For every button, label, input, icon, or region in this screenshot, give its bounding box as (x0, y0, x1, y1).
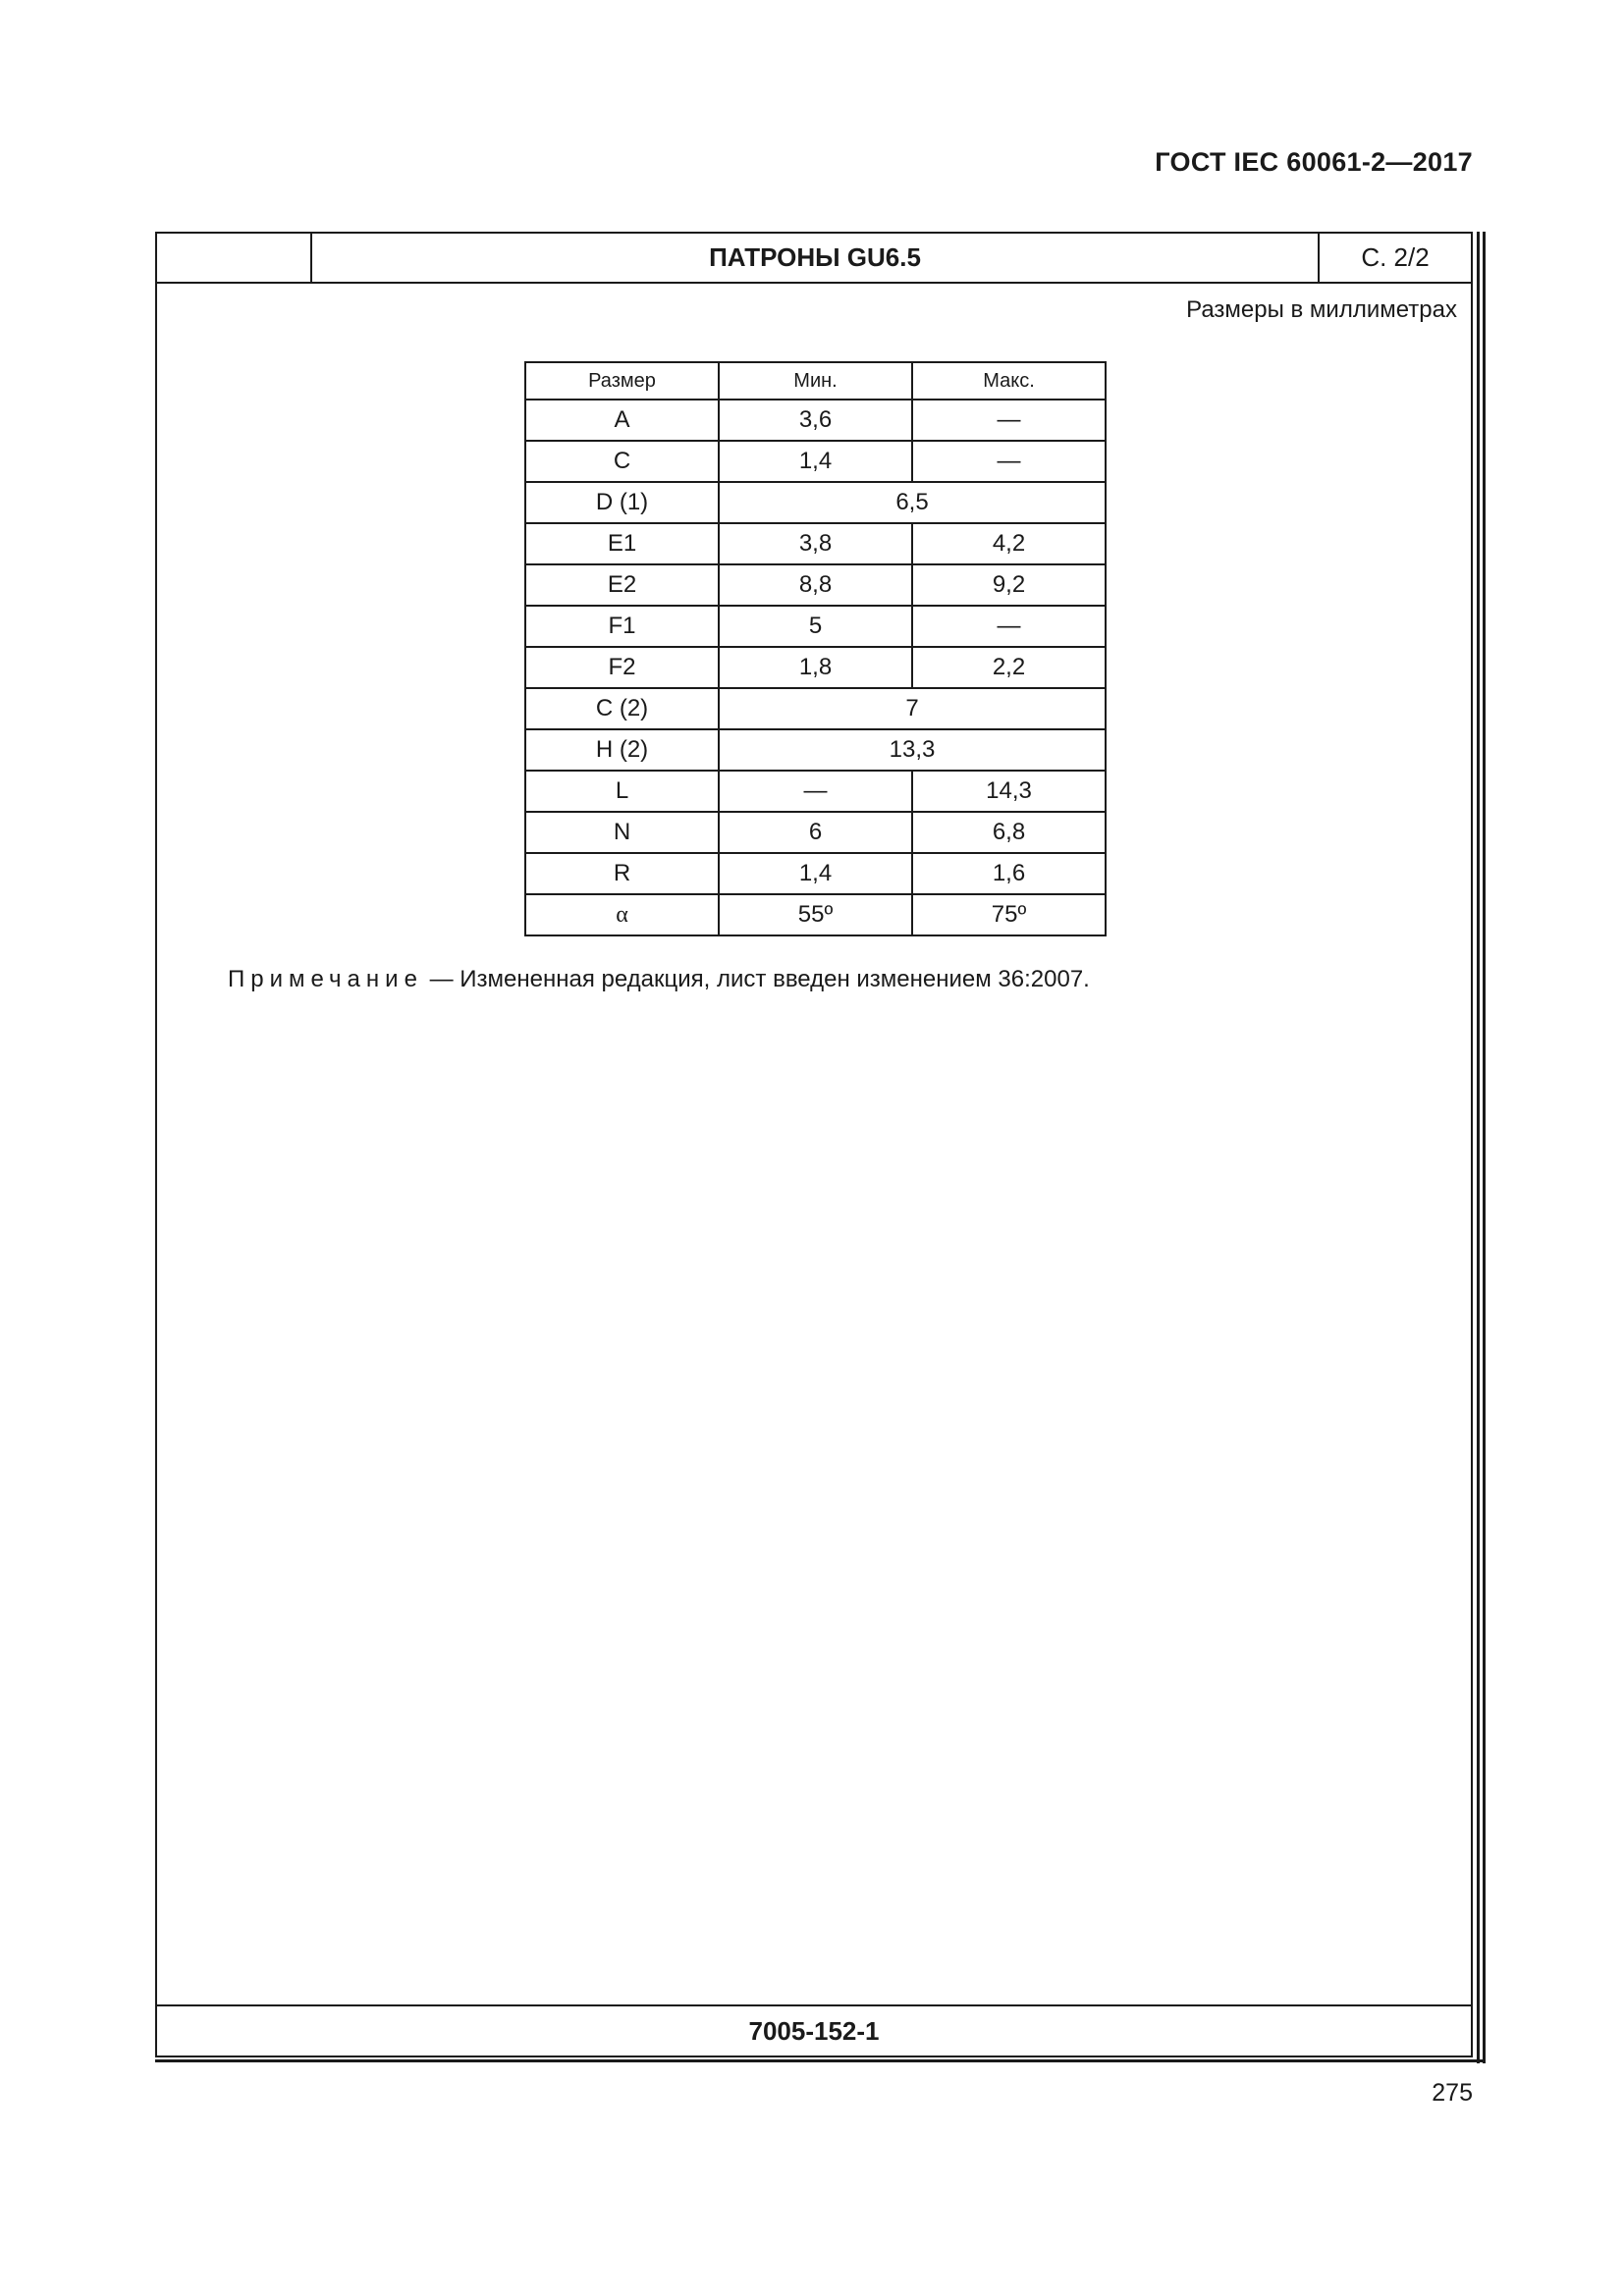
table-row (525, 564, 1106, 606)
note (228, 966, 1090, 993)
frame-double-line (1477, 232, 1480, 2063)
sheet-page-label: С. 2/2 (1361, 242, 1430, 272)
cell-value-merged: 7 (719, 688, 1106, 729)
cell-min: 8,8 (719, 564, 912, 606)
column-header-min: Мин. (719, 362, 912, 400)
table-row (525, 400, 1106, 441)
cell-min: 3,8 (719, 523, 912, 564)
column-header-size: Размер (525, 362, 719, 400)
header-empty-cell (157, 234, 312, 282)
cell-size-name: A (525, 400, 719, 441)
cell-size-name: D (1) (525, 482, 719, 523)
cell-min: 1,4 (719, 853, 912, 894)
table-row (525, 523, 1106, 564)
cell-min: 1,4 (719, 441, 912, 482)
table-row (525, 771, 1106, 812)
document-code: ГОСТ IEC 60061-2—2017 (1155, 147, 1473, 177)
cell-max: 75º (912, 894, 1106, 935)
cell-size-name: F1 (525, 606, 719, 647)
cell-max: 4,2 (912, 523, 1106, 564)
cell-max: 14,3 (912, 771, 1106, 812)
cell-max: 1,6 (912, 853, 1106, 894)
cell-max: — (912, 400, 1106, 441)
cell-size-name: R (525, 853, 719, 894)
table-row (525, 688, 1106, 729)
cell-size-name: C (525, 441, 719, 482)
table-body (525, 400, 1106, 935)
cell-size-name: E1 (525, 523, 719, 564)
cell-max: — (912, 441, 1106, 482)
cell-min: 55º (719, 894, 912, 935)
table-row (525, 482, 1106, 523)
cell-value-merged: 13,3 (719, 729, 1106, 771)
cell-size-name: H (2) (525, 729, 719, 771)
cell-min: 3,6 (719, 400, 912, 441)
cell-size-name: L (525, 771, 719, 812)
cell-size-name: N (525, 812, 719, 853)
cell-max: 2,2 (912, 647, 1106, 688)
column-header-max: Макс. (912, 362, 1106, 400)
cell-size-name: C (2) (525, 688, 719, 729)
note-dash: — (429, 966, 454, 992)
cell-size-name: α (525, 894, 719, 935)
cell-max: 9,2 (912, 564, 1106, 606)
frame-bottom-line (155, 2059, 1486, 2062)
units-note: Размеры в миллиметрах (1186, 296, 1457, 323)
note-text: Измененная редакция, лист введен изменением 36:2007. (460, 966, 1090, 992)
cell-size-name: E2 (525, 564, 719, 606)
cell-size-name: F2 (525, 647, 719, 688)
cell-value-merged: 6,5 (719, 482, 1106, 523)
drawing-sheet-frame (155, 232, 1473, 2057)
cell-min: 1,8 (719, 647, 912, 688)
table-row (525, 647, 1106, 688)
cell-max: — (912, 606, 1106, 647)
sheet-footer-code: 7005-152-1 (157, 2004, 1471, 2056)
table-row (525, 606, 1106, 647)
dimensions-table (524, 361, 1107, 936)
table-header-row (525, 362, 1106, 400)
table-row (525, 894, 1106, 935)
table-row (525, 812, 1106, 853)
table-row (525, 441, 1106, 482)
cell-min: — (719, 771, 912, 812)
cell-min: 6 (719, 812, 912, 853)
page-number: 275 (1432, 2079, 1473, 2107)
frame-double-line (1483, 232, 1486, 2063)
sheet-header (157, 234, 1471, 284)
cell-min: 5 (719, 606, 912, 647)
note-label: Примечание (228, 966, 423, 992)
table-row (525, 853, 1106, 894)
table-row (525, 729, 1106, 771)
sheet-title: ПАТРОНЫ GU6.5 (312, 234, 1320, 282)
cell-max: 6,8 (912, 812, 1106, 853)
